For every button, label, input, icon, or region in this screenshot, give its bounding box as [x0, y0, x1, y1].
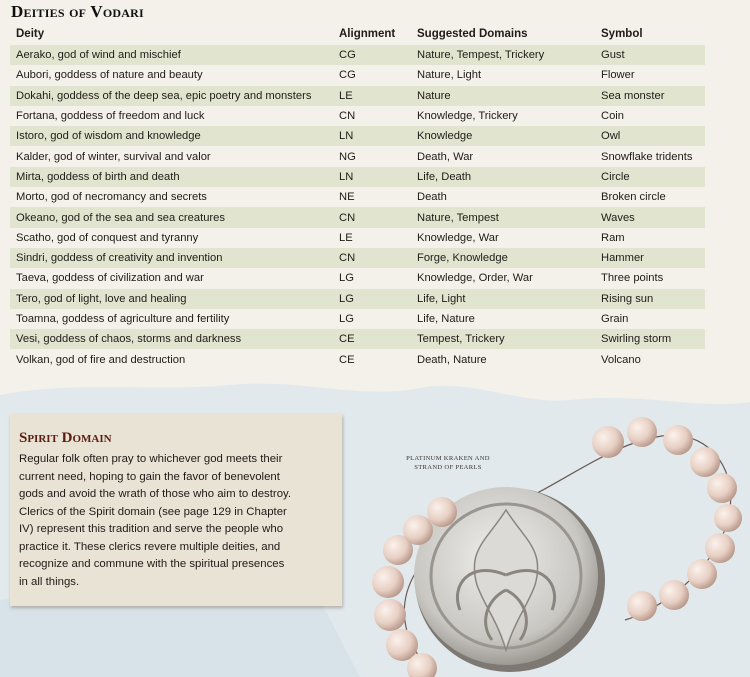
table-row — [10, 309, 705, 329]
alignment-cell: LG — [339, 313, 354, 325]
deity-cell: Okeano, god of the sea and sea creatures — [10, 207, 333, 227]
domains-cell: Death, Nature — [417, 353, 487, 366]
sidebar-text-line: in all things. — [19, 575, 80, 588]
sidebar-text-line: current need, hoping to gain the favor of benevolent — [19, 470, 280, 483]
domains-cell: Knowledge, War — [417, 231, 499, 244]
table-row — [10, 187, 705, 207]
domains-cell: Life, Light — [411, 289, 595, 309]
symbol-cell: Grain — [601, 313, 629, 325]
domains-cell: Knowledge, Trickery — [417, 110, 518, 123]
deity-cell: Volkan, god of fire and destruction — [16, 353, 186, 366]
sidebar-text-line: Clerics of the Spirit domain (see page 129 in Chapter — [19, 505, 287, 518]
deity-cell: Dokahi, goddess of the deep sea, epic poetry and monsters — [10, 86, 333, 106]
deities-table — [10, 23, 705, 370]
table-row — [10, 45, 705, 65]
domains-cell: Nature, Tempest, Trickery — [411, 45, 595, 65]
domains-cell: Nature — [411, 86, 595, 106]
symbol-cell: Flower — [601, 69, 635, 82]
domains-cell: Life, Death — [411, 167, 595, 187]
domains-cell: Forge, Knowledge — [411, 248, 595, 268]
alignment-cell: CE — [339, 353, 355, 366]
table-header-row — [10, 23, 705, 45]
table-row — [10, 349, 705, 369]
symbol-cell: Sea monster — [595, 86, 705, 106]
table-row — [10, 86, 705, 106]
deity-cell: Tero, god of light, love and healing — [10, 289, 333, 309]
deity-cell: Morto, god of necromancy and secrets — [16, 191, 207, 204]
domains-cell: Nature, Tempest — [411, 207, 595, 227]
alignment-cell: LN — [333, 167, 411, 187]
symbol-cell: Hammer — [595, 248, 705, 268]
domains-cell: Knowledge — [411, 126, 595, 146]
alignment-cell: CN — [333, 207, 411, 227]
sidebar-title: Spirit Domain — [19, 430, 112, 446]
alignment-cell: LG — [339, 272, 354, 285]
alignment-cell: NE — [339, 191, 355, 204]
alignment-cell: CG — [333, 45, 411, 65]
symbol-cell: Waves — [595, 207, 705, 227]
deity-cell: Toamna, goddess of agriculture and fertility — [16, 313, 230, 325]
symbol-cell: Rising sun — [595, 289, 705, 309]
symbol-cell: Swirling storm — [595, 329, 705, 349]
domains-cell: Tempest, Trickery — [411, 329, 595, 349]
alignment-cell: CN — [333, 248, 411, 268]
table-body — [10, 45, 705, 370]
alignment-cell: CE — [333, 329, 411, 349]
alignment-cell: LE — [333, 86, 411, 106]
domains-cell: Life, Nature — [417, 313, 475, 325]
table-row — [10, 228, 705, 248]
sidebar-body — [19, 451, 337, 591]
column-header-deity: Deity — [16, 27, 45, 40]
sidebar-text-line: Regular folk often pray to whichever god meets their — [19, 453, 283, 465]
kraken-coin-illustration — [360, 400, 750, 677]
column-header-domains: Suggested Domains — [417, 27, 528, 40]
domains-cell: Death, War — [417, 150, 474, 163]
deity-cell: Istoro, god of wisdom and knowledge — [10, 126, 333, 146]
table-row — [10, 106, 705, 126]
symbol-cell: Volcano — [601, 353, 641, 366]
symbol-cell: Three points — [601, 272, 664, 285]
domains-cell: Death — [417, 191, 447, 204]
table-row — [10, 289, 705, 309]
deity-cell: Aubori, goddess of nature and beauty — [16, 69, 203, 82]
symbol-cell: Coin — [601, 110, 625, 123]
symbol-cell: Gust — [595, 45, 705, 65]
page-title: Deities of Vodari — [11, 2, 144, 21]
symbol-cell: Broken circle — [601, 191, 666, 204]
caption-line-1: PLATINUM KRAKEN AND — [406, 455, 490, 462]
deity-cell: Aerako, god of wind and mischief — [10, 45, 333, 65]
deity-cell: Scatho, god of conquest and tyranny — [16, 231, 199, 244]
column-header-symbol: Symbol — [601, 27, 643, 40]
table-row — [10, 207, 705, 227]
alignment-cell: LN — [333, 126, 411, 146]
domains-cell: Nature, Light — [417, 69, 482, 82]
alignment-cell: LE — [339, 231, 353, 244]
alignment-cell: CG — [339, 69, 356, 82]
symbol-cell: Circle — [595, 167, 705, 187]
sidebar-text-line: IV) represent this tradition and serve the people who — [19, 523, 284, 535]
table-row — [10, 65, 705, 85]
deity-cell: Kalder, god of winter, survival and valor — [16, 150, 211, 163]
table-row — [10, 268, 705, 288]
deity-cell: Taeva, goddess of civilization and war — [16, 272, 204, 285]
sidebar-text-line: gods and avoid the wrath of those who aim to destroy. — [19, 488, 292, 500]
sidebar-text-line: practice it. These clerics revere multiple deities, and — [19, 540, 281, 553]
caption-line-2: STRAND OF PEARLS — [414, 464, 482, 471]
table-row — [10, 146, 705, 166]
deity-cell: Sindri, goddess of creativity and invention — [10, 248, 333, 268]
table-row — [10, 126, 705, 146]
table-row — [10, 248, 705, 268]
table-row — [10, 329, 705, 349]
deity-cell: Fortana, goddess of freedom and luck — [16, 110, 205, 123]
deity-cell: Mirta, goddess of birth and death — [10, 167, 333, 187]
symbol-cell: Ram — [601, 231, 625, 244]
symbol-cell: Owl — [595, 126, 705, 146]
alignment-cell: CN — [339, 110, 356, 123]
sidebar-text-line: recognize and commune with the spiritual presences — [19, 558, 285, 570]
table-row — [10, 167, 705, 187]
alignment-cell: LG — [333, 289, 411, 309]
domains-cell: Knowledge, Order, War — [417, 272, 533, 285]
alignment-cell: NG — [339, 150, 356, 163]
symbol-cell: Snowflake tridents — [601, 150, 693, 163]
column-header-alignment: Alignment — [339, 27, 396, 40]
deity-cell: Vesi, goddess of chaos, storms and darkness — [10, 329, 333, 349]
